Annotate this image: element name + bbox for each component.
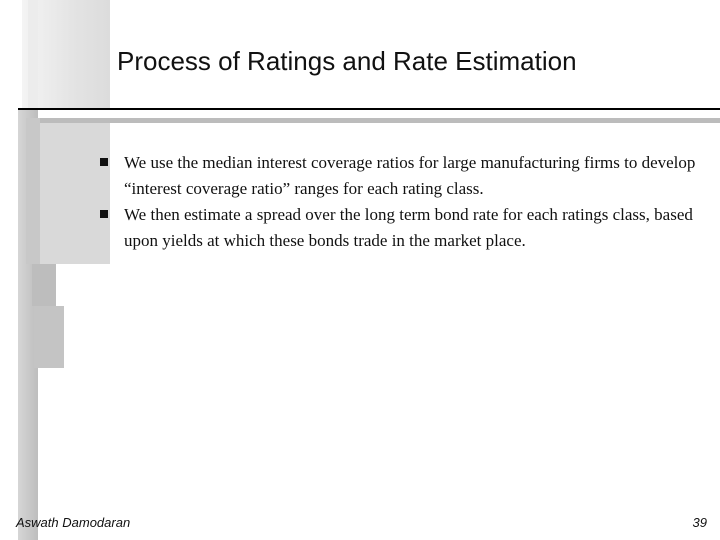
page-number: 39: [692, 515, 707, 530]
decorative-block: [32, 264, 56, 306]
slide-title: Process of Ratings and Rate Estimation: [117, 46, 577, 76]
bullet-text: We use the median interest coverage ratios for large manufacturing firms to develop “interest coverage ratio” ranges for each rating class.: [124, 153, 696, 198]
bullet-text: We then estimate a spread over the long term bond rate for each ratings class, based upon yields at which these bonds trade in the market place.: [124, 205, 693, 250]
bullet-list: [98, 150, 698, 254]
title-divider: [18, 108, 720, 110]
decorative-block: [34, 306, 64, 368]
square-bullet-icon: [100, 210, 108, 218]
title-rule-shadow: [40, 118, 720, 123]
bullet-item: [98, 202, 698, 254]
bullet-item: [98, 150, 698, 202]
square-bullet-icon: [100, 158, 108, 166]
decorative-block: [28, 0, 38, 110]
footer-author: Aswath Damodaran: [16, 515, 131, 530]
